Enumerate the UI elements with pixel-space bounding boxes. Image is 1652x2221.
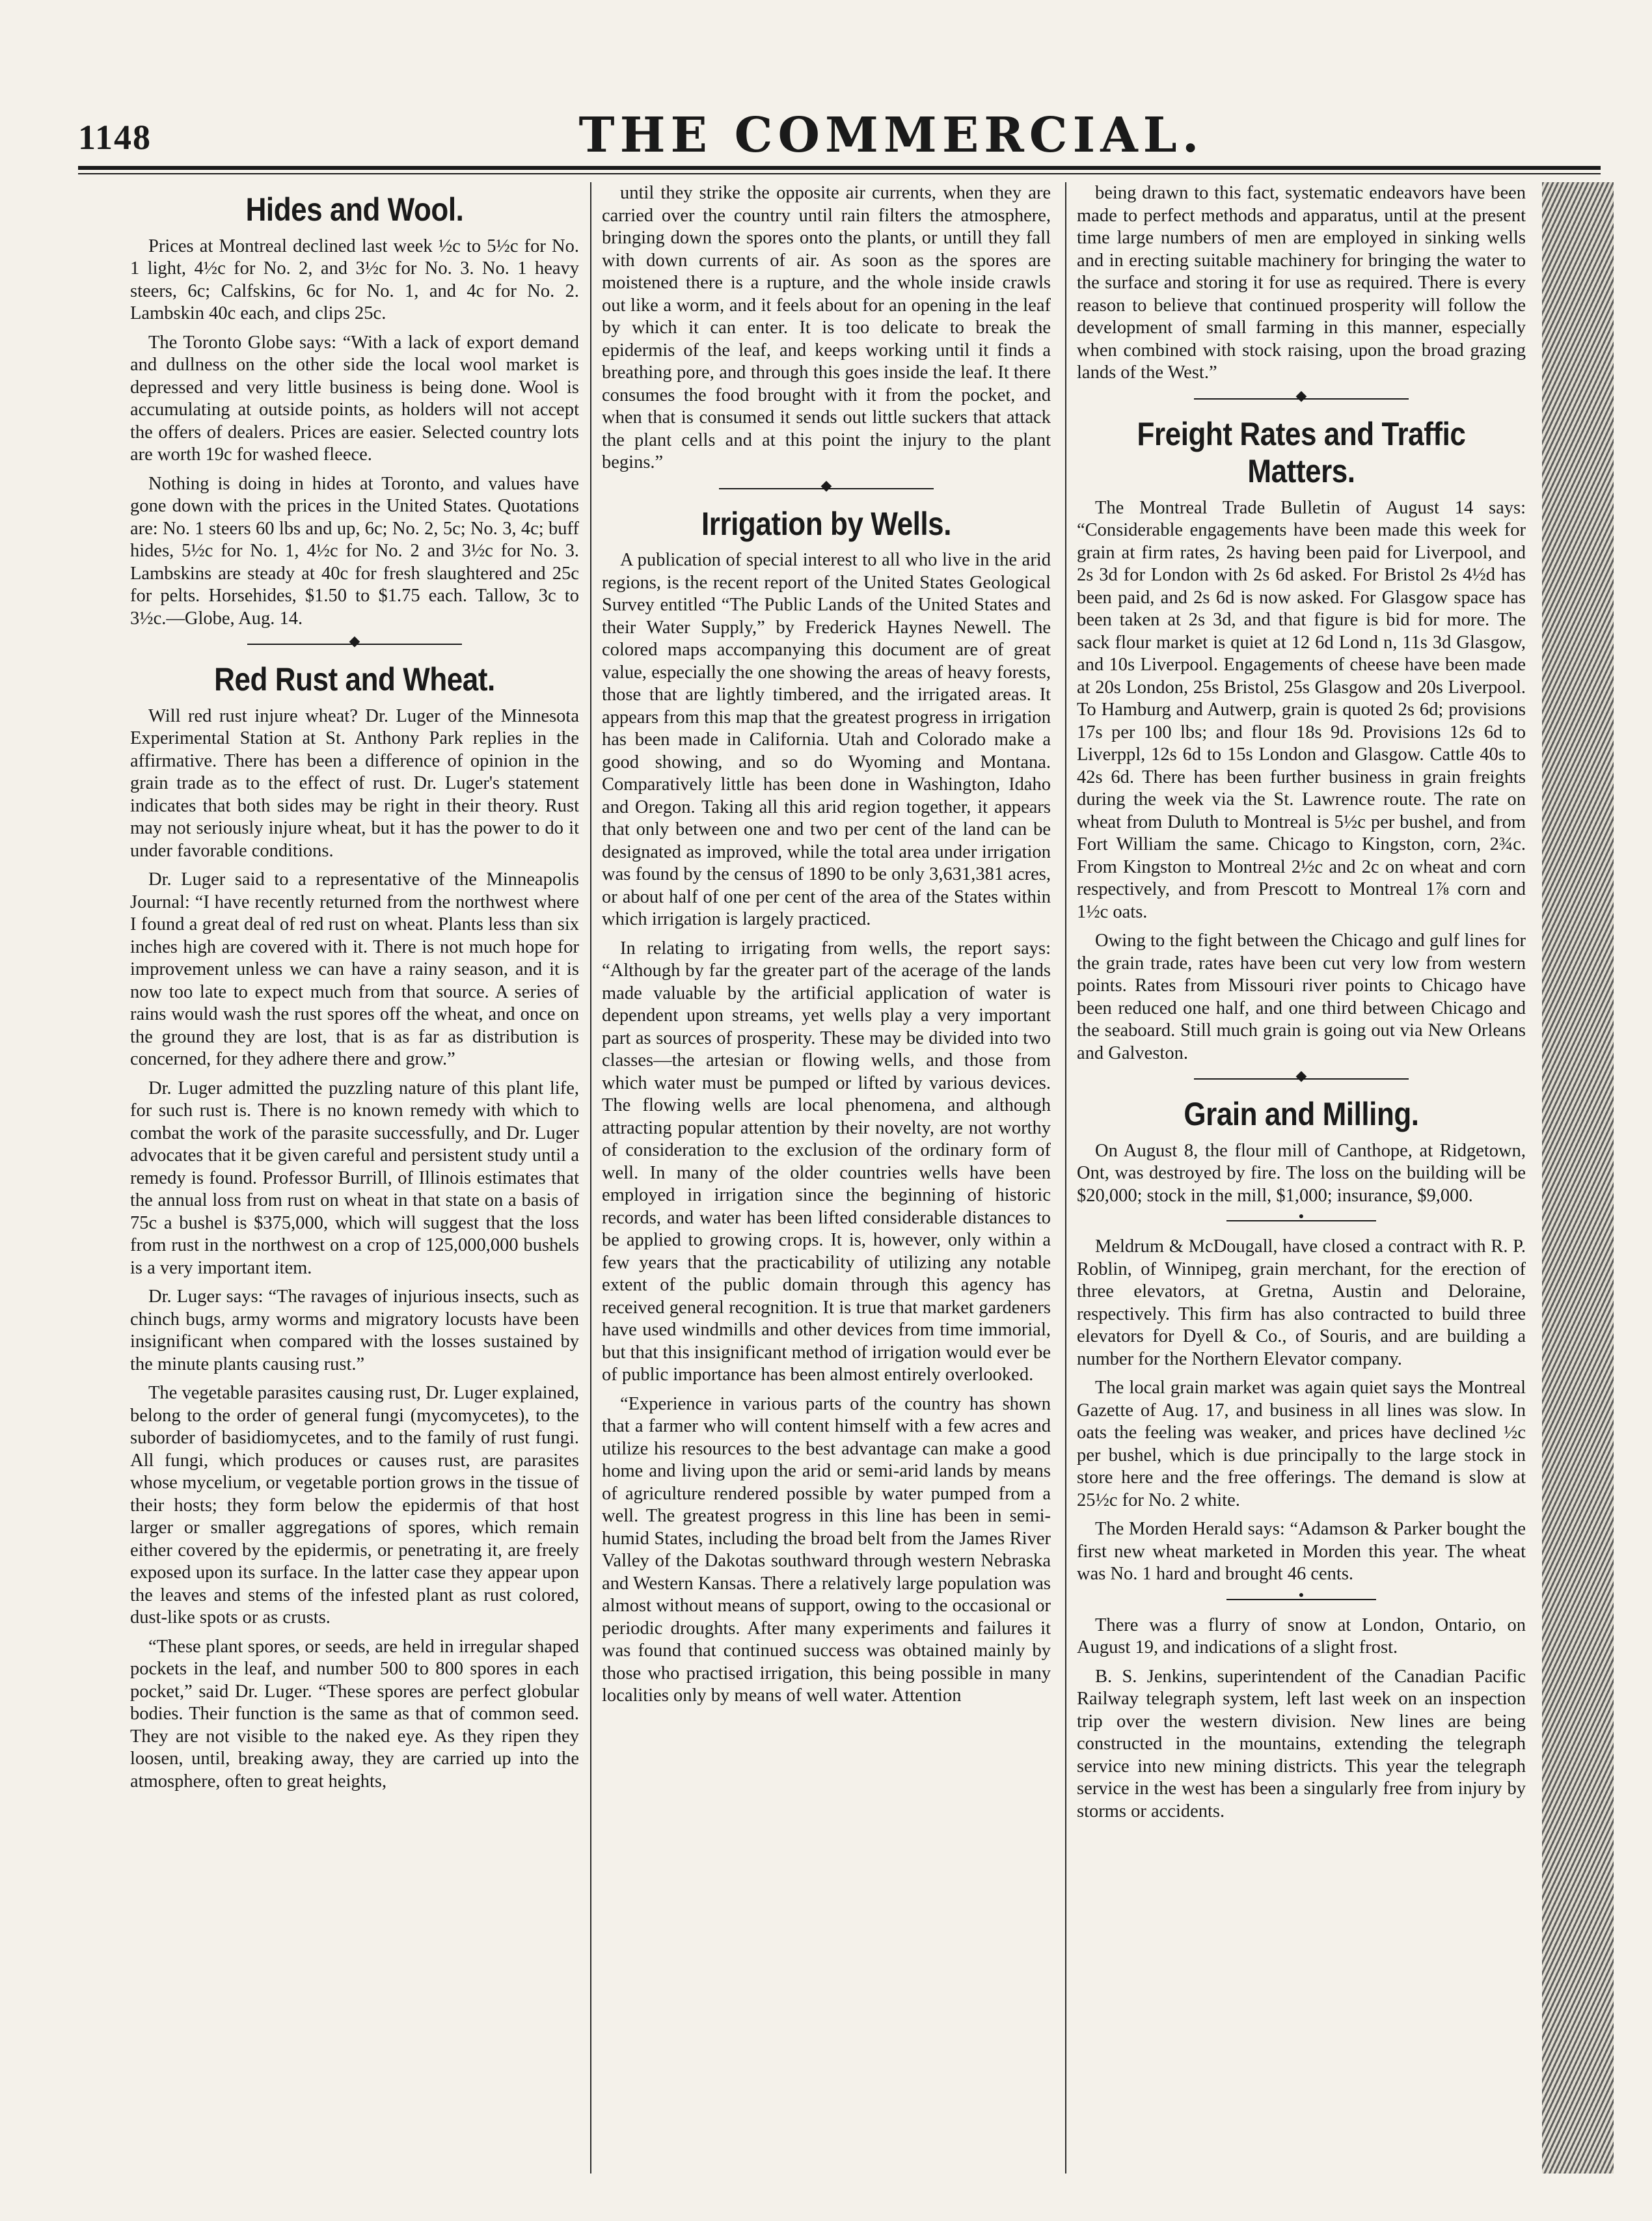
article-grain-and-milling	[1077, 1096, 1526, 1823]
paragraph-continued: being drawn to this fact, systematic endeavors have been made to perfect methods and apparatus, until at the present time large numbers of men are employed in sinking wells and in erecting suitable machinery for bringing the water to the surface and storing it for use as required. There is every reason to believe that continued prosperity will follow the development of small farming in this manner, especially when combined with stock raising, upon the broad grazing lands of the West.”	[1077, 183, 1526, 383]
column-3	[1077, 182, 1526, 2173]
article-freight-rates	[1077, 416, 1526, 1065]
item-divider	[1077, 1592, 1526, 1607]
header-rule-thin	[78, 173, 1601, 174]
item-divider	[1077, 1214, 1526, 1228]
article-title: Irrigation by Wells.	[701, 505, 952, 542]
page-edge-shadow	[1542, 182, 1614, 2173]
section-divider	[1077, 1071, 1526, 1087]
paragraph: The local grain market was again quiet says the Montreal Gazette of Aug. 17, and business in all lines was slow. In oats the feeling was weaker, and prices have declined ½c per bushel, which is due principally to the large stock in store here and the free offerings. The demand is slow at 25½c for No. 2 white.	[1077, 1378, 1526, 1510]
paragraph: Owing to the fight between the Chicago and gulf lines for the grain trade, rates have been cut very low from western points. Rates from Missouri river points to Chicago have been reduced one half, and one third between Chicago and the seaboard. Still much grain is going out via New Orleans and Galveston.	[1077, 931, 1526, 1063]
paragraph: The Morden Herald says: “Adamson & Parker bought the first new wheat marketed in Morden this year. The wheat was No. 1 hard and brought 46 cents.	[1077, 1519, 1526, 1584]
masthead: THE COMMERCIAL.	[578, 107, 1204, 163]
paragraph: Will red rust injure wheat? Dr. Luger of the Minnesota Experimental Station at St. Anthony Park replies in the affirmative. There has been a difference of opinion in the grain trade as to the effect of rust. Dr. Luger's statement indicates that both sides may be right in their theory. Rust may not seriously injure wheat, but it has the power to do it under favorable conditions.	[130, 705, 579, 861]
paragraph: The Toronto Globe says: “With a lack of export demand and dullness on the other side the local wool market is depressed and very little business is being done. Wool is accumulating at outside points, as holders will not accept the offers of dealers. Prices are easier. Selected country lots are worth 19c for washed fleece.	[130, 332, 579, 465]
header-rule-thick	[78, 166, 1601, 170]
section-divider	[602, 481, 1051, 497]
paragraph: Prices at Montreal declined last week ½c to 5½c for No. 1 light, 4½c for No. 2, and 3½c for No. 3. No. 1 heavy steers, 6c; Calfskins, 6c for No. 1, and 4c for No. 2. Lambskin 40c each, and clips 25c.	[130, 236, 579, 323]
paragraph: There was a flurry of snow at London, Ontario, on August 19, and indications of a slight frost.	[1077, 1615, 1526, 1657]
section-divider	[130, 636, 579, 652]
paragraph-continued: until they strike the opposite air currents, when they are carried over the country until rain filters the atmosphere, bringing down the spores onto the plants, or untill they fall with down currents of air. As soon as the spores are moistened there is a rupture, and the whole inside crawls out like a worm, and it feels about for an opening in the leaf by which it can enter. It is too delicate to break the epidermis of the leaf, and keeps working until it finds a breathing pore, and through this goes inside the leaf. It there consumes the food brought with it from the pocket, and when that is consumed it sends out little suckers that attack the plant cells and at this point the injury to the plant begins.”	[602, 183, 1051, 472]
page-number: 1148	[78, 118, 152, 157]
article-title: Hides and Wool.	[245, 191, 464, 228]
paragraph: “These plant spores, or seeds, are held in irregular shaped pockets in the leaf, and number 500 to 800 spores in each pocket,” said Dr. Luger. “These spores are perfect globular bodies. Their function is the same as that of common seed. They are not visible to the naked eye. As they ripen they loosen, until, breaking away, they are carried up into the atmosphere, often to great heights,	[130, 1636, 579, 1792]
section-divider	[1077, 391, 1526, 407]
paragraph: The vegetable parasites causing rust, Dr. Luger explained, belong to the order of general fungi (mycomycetes), to the suborder of basidiomycetes, and to the family of rust fungi. All fungi, which produces or causes rust, are parasites whose mycelium, or vegetable portion grows in the tissue of their hosts; they form below the epidermis of that host larger or smaller aggregations of spores, which remain either covered by the epidermis, or penetrating it, are freely exposed upon its surface. In the latter case they appear upon the leaves and stems of the infested plant as rust colored, dust-like spots or as crusts.	[130, 1383, 579, 1628]
paragraph: On August 8, the flour mill of Canthope, at Ridgetown, Ont, was destroyed by fire. The loss on the building will be $20,000; stock in the mill, $1,000; insurance, $9,000.	[1077, 1140, 1526, 1206]
paragraph: In relating to irrigating from wells, the report says: “Although by far the greater part of the acerage of the lands made valuable by the artificial application of water is dependent upon streams, yet wells play a very important part as sources of prosperity. These may be divided into two classes—the artesian or flowing wells, and those from which water must be pumped or lifted by various devices. The flowing wells are local phenomena, and although attracting popular attention by their novelty, are not worthy of consideration to the exclusion of the ordinary form of well. In many of the older countries wells have been employed in irrigation since the beginning of historic records, and water has been lifted considerable distances to be applied to growing crops. It is, however, only within a few years that the practicability of utilizing any notable extent of the public domain through this agency has received general recognition. It is true that market gardeners have used windmills and other devices from time immorial, but that this insignificant method of irrigation would ever be of public importance has been almost entirely overlooked.	[602, 938, 1051, 1385]
column-rule-1	[590, 182, 591, 2173]
column-2	[602, 182, 1051, 2173]
paragraph: B. S. Jenkins, superintendent of the Canadian Pacific Railway telegraph system, left last week on an inspection trip over the western division. New lines are being constructed in the mountains, extending the telegraph service into new mining districts. This year the telegraph service in the west has been a singularly free from injury by storms or accidents.	[1077, 1666, 1526, 1821]
paragraph: Dr. Luger says: “The ravages of injurious insects, such as chinch bugs, army worms and migratory locusts have been insignificant when compared with the losses sustained by the minute plants causing rust.”	[130, 1287, 579, 1374]
paragraph: “Experience in various parts of the country has shown that a farmer who will content himself with a few acres and utilize his resources to the best advantage can make a good home and living upon the arid or semi-arid lands by means of agriculture rendered possible by water pumped from a well. The greatest progress in this line has been in semi-humid States, including the broad belt from the James River Valley of the Dakotas southward through western Nebraska and Western Kansas. There a relatively large population was almost without means of support, owing to the occasional or periodic droughts. After many experiments and failures it was found that continued success was obtained mainly by those who practised irrigation, this being possible in many localities only by means of well water. Attention	[602, 1393, 1051, 1706]
article-title: Freight Rates and Traffic Matters.	[1137, 415, 1466, 489]
paragraph: The Montreal Trade Bulletin of August 14 says: “Considerable engagements have been made this week for grain at firm rates, 2s having been paid for Liverpool, and 2s 3d for London with 2s 6d asked. For Bristol 2s 4½d has been paid, and 2s 6d is now asked. For Glasgow space has been taken at 2s 3d, and that figure is bid for more. The sack flour market is quiet at 12 6d Lond n, 11s 3d Glasgow, and 10s Liverpool. Engagements of cheese have been made at 20s London, 25s Bristol, 25s Glasgow and 20s Liverpool. To Hamburg and Autwerp, grain is quoted 2s 6d; provisions 17s per 100 lbs; and flour 18s 9d. Provisions 12s 6d to Liverppl, 12s 6d to 15s London and Glasgow. Cattle 40s to 42s 6d. There has been further business in grain freights during the week via the St. Lawrence route. The rate on wheat from Duluth to Montreal is 5½c per bushel, and from Fort William the same. Chicago to Kingston, corn, 2¾c. From Kingston to Montreal 2½c and 2c on wheat and corn respectively, and from Prescott to Montreal 1⅞ corn and 1½c oats.	[1077, 497, 1526, 922]
column-1	[130, 182, 579, 2173]
paragraph: Meldrum & McDougall, have closed a contract with R. P. Roblin, of Winnipeg, grain merchant, for the erection of three elevators, at Gretna, Austin and Deloraine, respectively. This firm has also contracted to build three elevators for Dyell & Co., of Souris, and are building a number for the Northern Elevator company.	[1077, 1236, 1526, 1369]
paragraph: A publication of special interest to all who live in the arid regions, is the recent report of the United States Geological Survey entitled “The Public Lands of the United States and their Water Supply,” by Frederick Haynes Newell. The colored maps accompanying this document are of great value, especially the one showing the areas of heavy forests, those that are lightly timbered, and the irrigated areas. It appears from this map that the greatest progress in irrigation has been made in California. Utah and Colorado make a good showing, and so do Wyoming and Montana. Comparatively little has been done in Washington, Idaho and Oregon. Taking all this arid region together, it appears that only between one and two per cent of the land can be designated as improved, while the total area under irrigation was found by the census of 1890 to be only 3,631,381 acres, or about half of one per cent of the area of the States within which irrigation is largely practiced.	[602, 550, 1051, 929]
article-title: Grain and Milling.	[1184, 1096, 1419, 1132]
paragraph: Dr. Luger said to a representative of the Minneapolis Journal: “I have recently returned from the northwest where I found a great deal of red rust on wheat. Plants less than six inches high are covered with it. There is not much hope for improvement unless we can have a rainy season, and it is now too late to expect much from that source. A series of rains would wash the rust spores off the wheat, and once on the ground they are lost, that is as far as distribution is concerned, for they adhere there and grow.”	[130, 869, 579, 1069]
column-rule-2	[1065, 182, 1066, 2173]
article-red-rust-and-wheat	[130, 661, 579, 1793]
paragraph: Dr. Luger admitted the puzzling nature of this plant life, for such rust is. There is no known remedy with which to combat the work of the parasite successfully, and Dr. Luger advocates that it be given careful and persistent study until a remedy is found. Professor Burrill, of Illinois estimates that the annual loss from rust on wheat in that state on a basis of 75c a bushel is $375,000, which will suggest that the loss from rust in the northwest on a crop of 125,000,000 bushels is a very important item.	[130, 1078, 579, 1278]
article-title: Red Rust and Wheat.	[214, 661, 495, 698]
paragraph: Nothing is doing in hides at Toronto, and values have gone down with the prices in the United States. Quotations are: No. 1 steers 60 lbs and up, 6c; No. 2, 5c; No. 3, 4c; buff hides, 5½c for No. 1, 4½c for No. 2 and 3½c for No. 3. Lambskins are steady at 40c for fresh slaughtered and 25c for pelts. Horsehides, $1.50 to $1.75 each. Tallow, 3c to 3½c.—Globe, Aug. 14.	[130, 473, 579, 629]
article-irrigation-by-wells	[602, 506, 1051, 1708]
article-hides-and-wool	[130, 191, 579, 630]
page-header	[78, 107, 1601, 169]
